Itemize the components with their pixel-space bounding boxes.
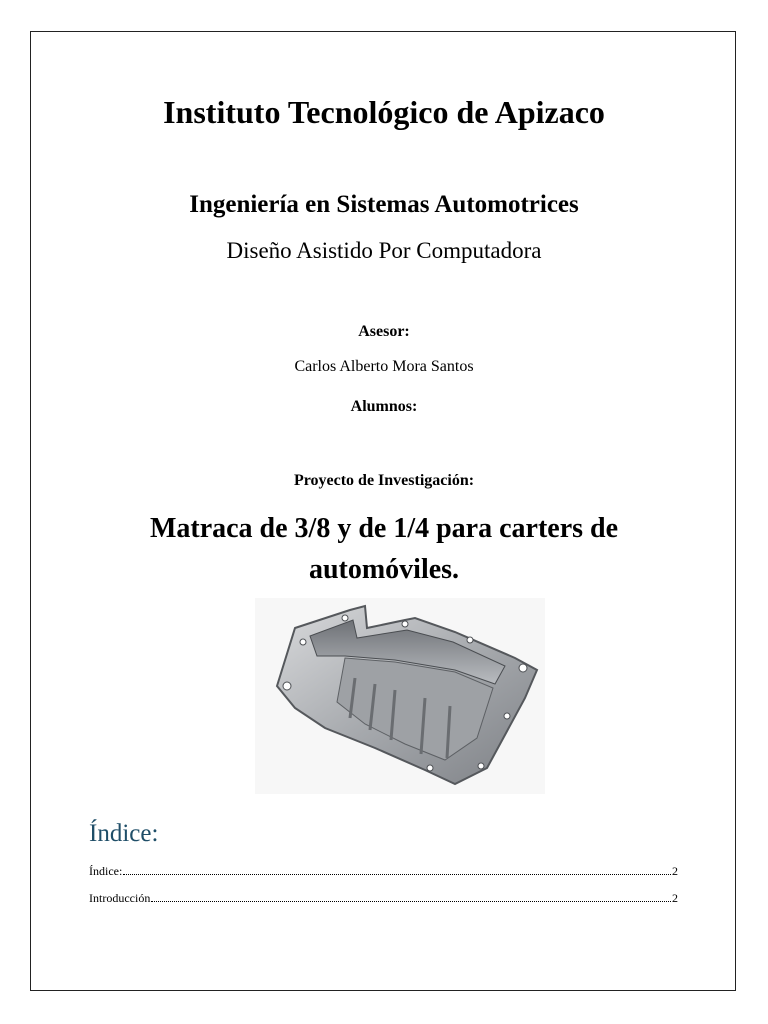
toc-heading: Índice: [89,820,159,847]
oil-pan-image [255,598,545,794]
students-label: Alumnos: [350,398,418,415]
project-label: Proyecto de Investigación: [293,472,475,489]
toc-leader-dots [151,901,671,902]
oil-pan-drawing [255,598,545,794]
advisor-name: Carlos Alberto Mora Santos [294,358,474,375]
toc-entry-page: 2 [672,864,678,878]
project-title [0,508,768,590]
toc-entry[interactable] [89,891,678,905]
toc-entry-page: 2 [672,891,678,905]
career-title: Ingeniería en Sistemas Automotrices [189,191,579,218]
advisor-label: Asesor: [358,323,410,340]
institute-title: Instituto Tecnológico de Apizaco [163,94,605,130]
toc-entry-title: Índice: [89,864,123,878]
toc-entry-title: Introducción [89,891,151,905]
toc-leader-dots [123,874,671,875]
project-title-text: Matraca de 3/8 y de 1/4 para carters de automóviles. [149,513,619,585]
subject-title: Diseño Asistido Por Computadora [226,238,542,263]
toc-entry[interactable] [89,864,678,878]
